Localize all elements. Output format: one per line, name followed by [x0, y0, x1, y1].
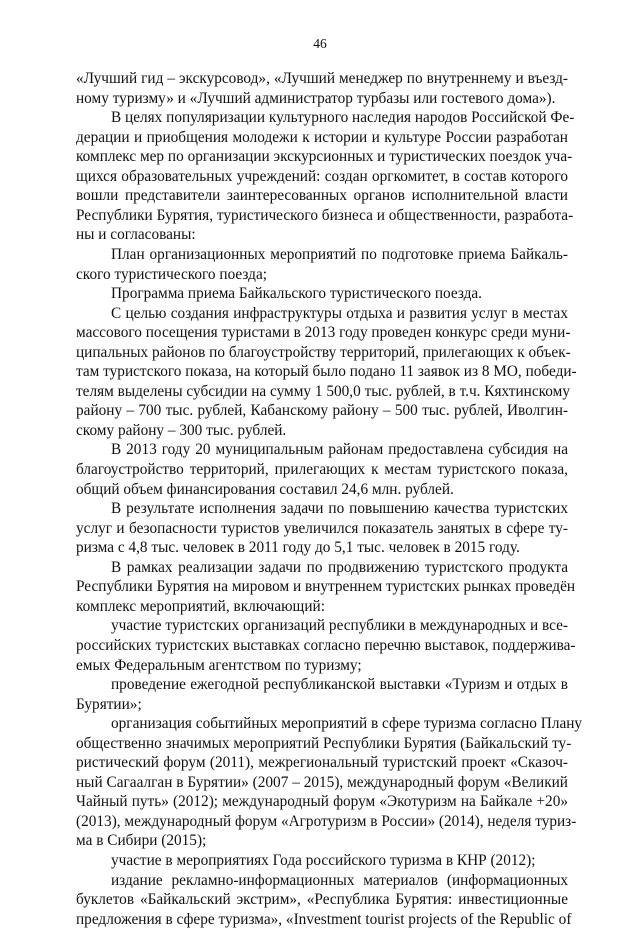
text-line: «Лучший гид – экскурсовод», «Лучший менеджер по внутреннему и въезд- [76, 70, 568, 87]
text-line: ризма с 4,8 тыс. человек в 2011 году до 5,1 тыс. человек в 2015 году. [76, 539, 520, 557]
text-line: Чайный путь» (2012); международный форум «Экотуризм на Байкале +20» [76, 793, 568, 811]
text-line: В целях популяризации культурного наследия народов Российской Фе- [111, 109, 575, 127]
text-line: ны и согласованы: [76, 226, 196, 244]
text-line: вошли представители заинтересованных органов исполнительной власти [76, 187, 568, 205]
text-line: План организационных мероприятий по подготовке приема Байкаль- [111, 245, 568, 263]
text-line: массового посещения туристами в 2013 году проведен конкурс среди муни- [76, 324, 571, 342]
text-line: предложения в сфере туризма», «Investment tourist projects of the Republic of [76, 910, 572, 928]
text-line: В результате исполнения задачи по повышению качества туристских [111, 500, 568, 518]
text-line: ному туризму» и «Лучший администратор турбазы или гостевого дома»). [76, 89, 556, 107]
text-line: В рамках реализации задачи по продвижению туристского продукта [111, 558, 568, 576]
text-line: российских туристских выставках согласно перечню выставок, поддержива- [76, 636, 576, 654]
text-line: благоустройство территорий, прилегающих к местам туристского показа, [76, 461, 568, 478]
text-line: району – 700 тыс. рублей, Кабанскому району – 500 тыс. рублей, Иволгин- [76, 402, 568, 420]
text-line: телям выделены субсидии на сумму 1 500,0 тыс. рублей, в т.ч. Кяхтинскому [76, 382, 570, 400]
text-line: участие туристских организаций республики в международных и все- [111, 617, 568, 635]
text-line: ского туристического поезда; [76, 265, 267, 283]
text-line: Республики Бурятия на мировом и внутреннем туристских рынках проведён [76, 578, 576, 596]
text-line: комплекс мер по организации экскурсионных и туристических поездок уча- [76, 148, 573, 166]
text-line: ный Сагаалган в Бурятии» (2007 – 2015), международный форум «Великий [76, 773, 568, 791]
text-line: проведение ежегодной республиканской выставки «Туризм и отдых в [111, 676, 568, 694]
text-line: Бурятии»; [76, 695, 142, 713]
text-line: там туристского показа, на который было подано 11 заявок из 8 МО, победи- [76, 363, 577, 381]
text-line: скому району – 300 тыс. рублей. [76, 421, 287, 439]
text-line: организация событийных мероприятий в сфере туризма согласно Плану [111, 715, 583, 733]
text-line: ристический форум (2011), межрегиональный туристский проект «Сказоч- [76, 754, 568, 772]
text-line: щихся образовательных учреждений: создан оргкомитет, в состав которого [76, 167, 568, 185]
text-line: (2013), международный форум «Агротуризм в России» (2014), неделя туриз- [76, 812, 577, 830]
text-line: ципальных районов по благоустройству территорий, прилегающих к объек- [76, 343, 571, 361]
text-line: общественно значимых мероприятий Республики Бурятия (Байкальский ту- [76, 734, 572, 752]
page-number: 46 [313, 36, 327, 51]
text-line: комплекс мероприятий, включающий: [76, 597, 325, 615]
text-line: услуг и безопасности туристов увеличился показатель занятых в сфере ту- [76, 519, 568, 537]
text-line: С целью создания инфраструктуры отдыха и развития услуг в местах [111, 304, 568, 322]
text-line: участие в мероприятиях Года российского туризма в КНР (2012); [111, 852, 536, 869]
text-line: дерации и приобщения молодежи к истории и культуре России разработан [76, 128, 568, 146]
text-line: ма в Сибири (2015); [76, 832, 207, 850]
text-line: емых Федеральным агентством по туризму; [76, 656, 362, 674]
text-line: Республики Бурятия, туристического бизнеса и общественности, разработа- [76, 206, 574, 224]
text-line: В 2013 году 20 муниципальным районам предоставлена субсидия на [111, 441, 568, 459]
text-line: буклетов «Байкальский экстрим», «Республика Бурятия: инвестиционные [76, 891, 568, 909]
text-line: издание рекламно-информационных материалов (информационных [111, 871, 568, 889]
text-line: Программа приема Байкальского туристического поезда. [111, 285, 482, 303]
text-line: общий объем финансирования составил 24,6 млн. рублей. [76, 480, 454, 498]
